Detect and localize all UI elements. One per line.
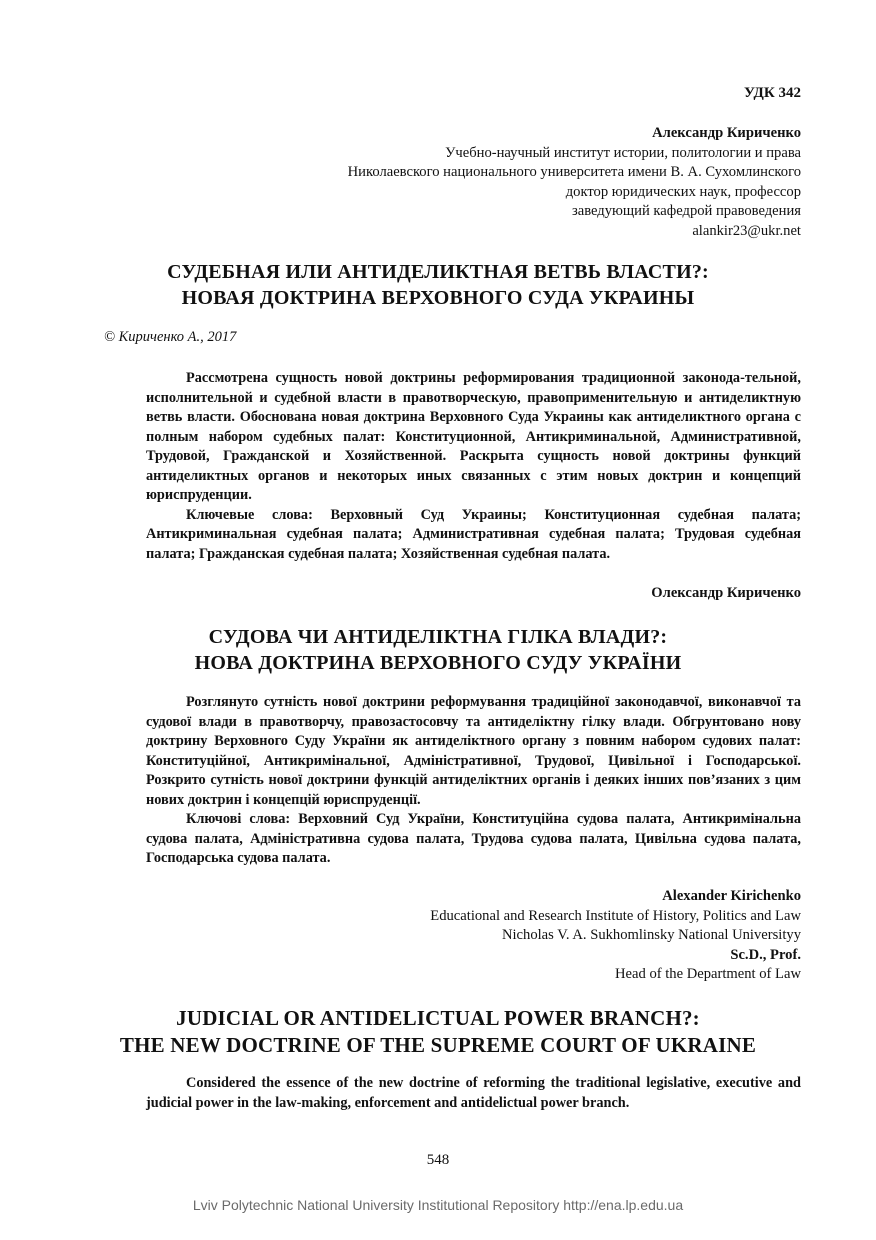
title-line: СУДОВА ЧИ АНТИДЕЛІКТНА ГІЛКА ВЛАДИ?: xyxy=(208,626,668,648)
page-number: 548 xyxy=(426,1152,450,1168)
keywords: Ключові слова: Верховний Суд України, Конституційна судова палата, Антикримінальна судова палата, Адміністративна судова палата, Трудова судова палата, Цивільна судова палата, Господарська судова палата. xyxy=(146,811,801,866)
title-en xyxy=(75,1005,801,1059)
degree-line: Sc.D., Prof. xyxy=(730,946,801,963)
title-line: JUDICIAL OR ANTIDELICTUAL POWER BRANCH?: xyxy=(176,1006,700,1030)
degree-line: доктор юридических наук, профессор xyxy=(565,183,801,200)
copyright-notice: © Кириченко А., 2017 xyxy=(104,329,237,345)
author-name-en: Alexander Kirichenko xyxy=(662,888,801,904)
abstract-en xyxy=(146,1074,801,1113)
affiliation-line: Учебно-научный институт истории, политологии и права xyxy=(445,144,801,161)
title-uk xyxy=(75,624,801,676)
position-line: заведующий кафедрой правоведения xyxy=(571,203,801,219)
title-line: НОВАЯ ДОКТРИНА ВЕРХОВНОГО СУДА УКРАИНЫ xyxy=(181,287,695,309)
abstract-ru xyxy=(146,369,801,564)
author-email: alankir23@ukr.net xyxy=(692,222,801,239)
author-name-ru: Александр Кириченко xyxy=(652,125,801,141)
abstract-text: Рассмотрена сущность новой доктрины реформирования традиционной законода-тельной, исполнительной и судебной власти в правотворческую, правоприменительную и антиделиктную ветвь власти. Обоснована новая доктрина Верховного Суда Украины как антиделиктного органа с полным набором судебных палат: Конституционной, Антикриминальной, Административной, Трудовой, Гражданской и Хозяйственной. Раскрыта сущность новой доктрины функций антиделиктных органов и некоторых иных связанных с этим новых доктрин и концепций юриспруденции. xyxy=(146,370,801,503)
author-block-en xyxy=(430,887,801,985)
affiliation-line: Nicholas V. A. Sukhomlinsky National Universityy xyxy=(501,927,801,943)
abstract-uk xyxy=(146,693,801,869)
position-line: Head of the Department of Law xyxy=(615,966,801,982)
title-line: НОВА ДОКТРИНА ВЕРХОВНОГО СУДУ УКРАЇНИ xyxy=(194,652,682,674)
udk-code: УДК 342 xyxy=(744,85,801,101)
affiliation-line: Educational and Research Institute of History, Politics and Law xyxy=(430,907,801,924)
affiliation-line: Николаевского национального университета имени В. А. Сухомлинского xyxy=(347,164,801,180)
title-line: СУДЕБНАЯ ИЛИ АНТИДЕЛИКТНАЯ ВЕТВЬ ВЛАСТИ?: xyxy=(167,261,709,283)
keywords: Ключевые слова: Верховный Суд Украины; Конституционная судебная палата; Антикриминальная судебная палата; Административная судебная палата; Трудовая судебная палата; Гражданская судебная палата; Хозяйственная судебная палата. xyxy=(146,506,801,562)
abstract-text: Considered the essence of the new doctrine of reforming the traditional legislative, executive and judicial power in the law-making, enforcement and antidelictual power branch. xyxy=(146,1075,801,1111)
abstract-text: Розглянуто сутність нової доктрини реформування традиційної законодавчої, виконавчої та судової влади в правотворчу, правозастосовчу та антиделіктну гілку влади. Обгрунтовано нову доктрину Верховного Суду України як антиделіктного органу з повним набором судових палат: Конституційної, Антикримінальної, Адміністративної, Трудової, Цивільної і Господарської. Розкрито сутність нової доктрини функцій антиделіктних органів і деяких інших пов’язаних з цим нових доктрин і концепцій юриспруденції. xyxy=(146,694,801,808)
title-line: THE NEW DOCTRINE OF THE SUPREME COURT OF UKRAINE xyxy=(119,1033,757,1057)
author-name-uk: Олександр Кириченко xyxy=(651,585,801,601)
title-ru xyxy=(75,259,801,311)
author-block-ru xyxy=(348,124,801,241)
repository-footer: Lviv Polytechnic National University Institutional Repository http://ena.lp.edu.ua xyxy=(192,1197,684,1213)
